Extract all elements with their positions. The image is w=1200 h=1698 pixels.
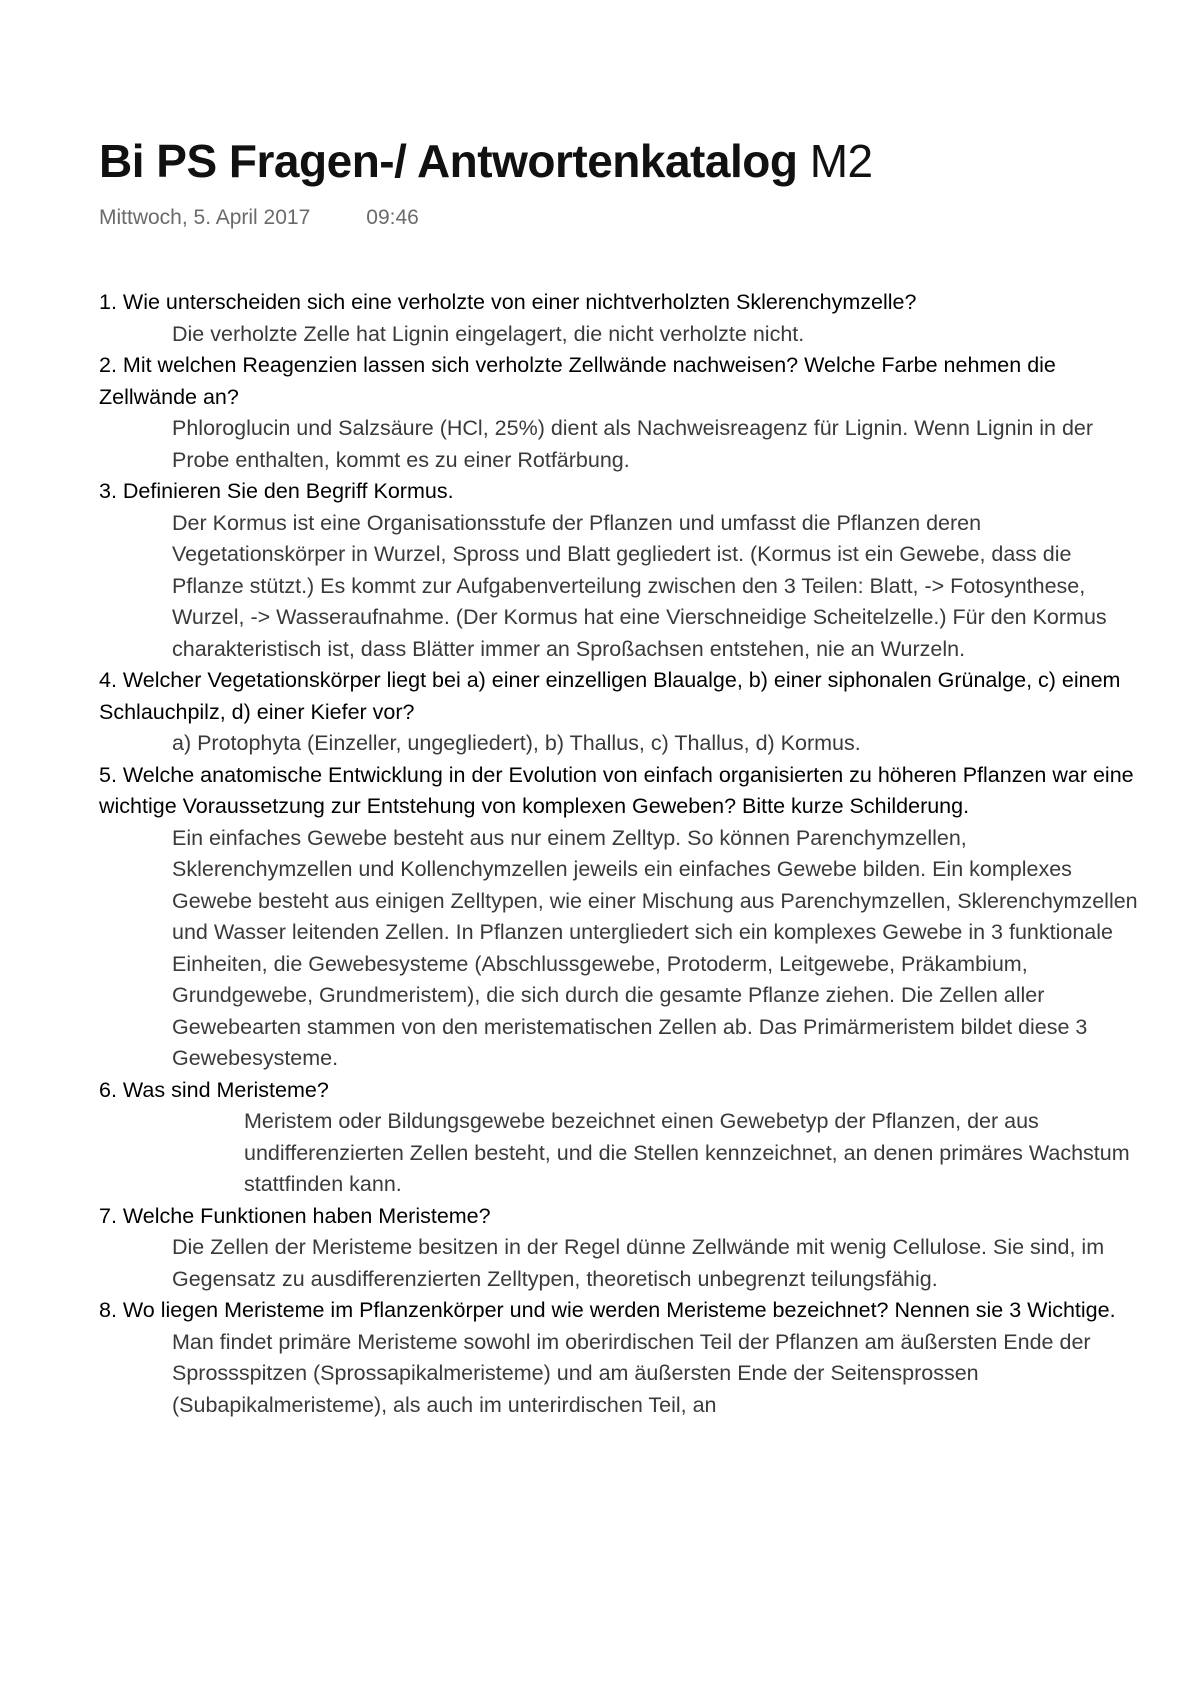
question-6: 6. Was sind Meristeme? xyxy=(99,1077,329,1102)
question-4: 4. Welcher Vegetationskörper liegt bei a) einer einzelligen Blaualge, b) einer siphonalen Grünalge, c) einem Schlauchpilz, d) einer Kiefer vor? xyxy=(99,668,1121,724)
answer-2: Phloroglucin und Salzsäure (HCl, 25%) dient als Nachweisreagenz für Lignin. Wenn Lignin in der Probe enthalten, kommt es zu einer Rotfärbung. xyxy=(172,416,1094,472)
answer-3: Der Kormus ist eine Organisationsstufe der Pflanzen und umfasst die Pflanzen deren Vegetationskörper in Wurzel, Spross und Blatt gegliedert ist. (Kormus ist ein Gewebe, dass die Pflanze stützt.) Es kommt zur Aufgabenverteilung zwischen den 3 Teilen: Blatt, -> Fotosynthese, Wurzel, -> Wasseraufnahme. (Der Kormus hat eine Vierschneidige Scheitelzelle.) Für den Kormus charakteristisch ist, dass Blätter immer an Sproßachsen entstehen, nie an Wurzeln. xyxy=(172,510,1107,661)
question-3: 3. Definieren Sie den Begriff Kormus. xyxy=(99,479,454,503)
page-date: Mittwoch, 5. April 2017 xyxy=(99,206,311,229)
page-title-main: Bi PS Fragen-/ Antwortenkatalog xyxy=(99,135,798,187)
page-title-suffix: M2 xyxy=(797,135,873,187)
answer-6: Meristem oder Bildungsgewebe bezeichnet einen Gewebetyp der Pflanzen, der aus undifferenzierten Zellen besteht, und die Stellen kennzeichnet, an denen primäres Wachstum stattfinden kann. xyxy=(244,1109,1130,1196)
answer-4: a) Protophyta (Einzeller, ungegliedert), b) Thallus, c) Thallus, d) Kormus. xyxy=(172,731,861,755)
question-1: 1. Wie unterscheiden sich eine verholzte von einer nichtverholzten Sklerenchymzelle? xyxy=(99,290,917,314)
answer-5: Ein einfaches Gewebe besteht aus nur einem Zelltyp. So können Parenchymzellen, Sklerenchymzellen und Kollenchymzellen jeweils ein einfaches Gewebe bilden. Ein komplexes Gewebe besteht aus einigen Zelltypen, wie einer Mischung aus Parenchymzellen, Sklerenchymzellen und Wasser leitenden Zellen. In Pflanzen untergliedert sich ein komplexes Gewebe in 3 funktionale Einheiten, die Gewebesysteme (Abschlussgewebe, Protoderm, Leitgewebe, Präkambium, Grundgewebe, Grundmeristem), die sich durch die gesamte Pflanze ziehen. Die Zellen aller Gewebearten stammen von den meristematischen Zellen ab. Das Primärmeristem bildet diese 3 Gewebesysteme. xyxy=(172,825,1138,1070)
answer-8: Man findet primäre Meristeme sowohl im oberirdischen Teil der Pflanzen am äußersten Ende der Sprossspitzen (Sprossapikalmeristeme) und am äußersten Ende der Seitensprossen (Subapikalmeristeme), als auch im unterirdischen Teil, an xyxy=(172,1329,1091,1417)
page-metadata xyxy=(99,204,419,232)
qa-list xyxy=(99,287,1139,1421)
page-time: 09:46 xyxy=(366,206,419,229)
answer-1: Die verholzte Zelle hat Lignin eingelagert, die nicht verholzte nicht. xyxy=(172,321,805,346)
question-2: 2. Mit welchen Reagenzien lassen sich verholzte Zellwände nachweisen? Welche Farbe nehmen die Zellwände an? xyxy=(99,353,1056,409)
question-7: 7. Welche Funktionen haben Meristeme? xyxy=(99,1203,491,1228)
page-title xyxy=(99,131,873,191)
question-8: 8. Wo liegen Meristeme im Pflanzenkörper und wie werden Meristeme bezeichnet? Nennen sie 3 Wichtige. xyxy=(99,1298,1116,1322)
answer-7: Die Zellen der Meristeme besitzen in der Regel dünne Zellwände mit wenig Cellulose. Sie sind, im Gegensatz zu ausdifferenzierten Zelltypen, theoretisch unbegrenzt teilungsfähig. xyxy=(172,1235,1105,1291)
question-5: 5. Welche anatomische Entwicklung in der Evolution von einfach organisierten zu höheren Pflanzen war eine wichtige Voraussetzung zur Entstehung von komplexen Geweben? Bitte kurze Schilderung. xyxy=(99,762,1134,818)
